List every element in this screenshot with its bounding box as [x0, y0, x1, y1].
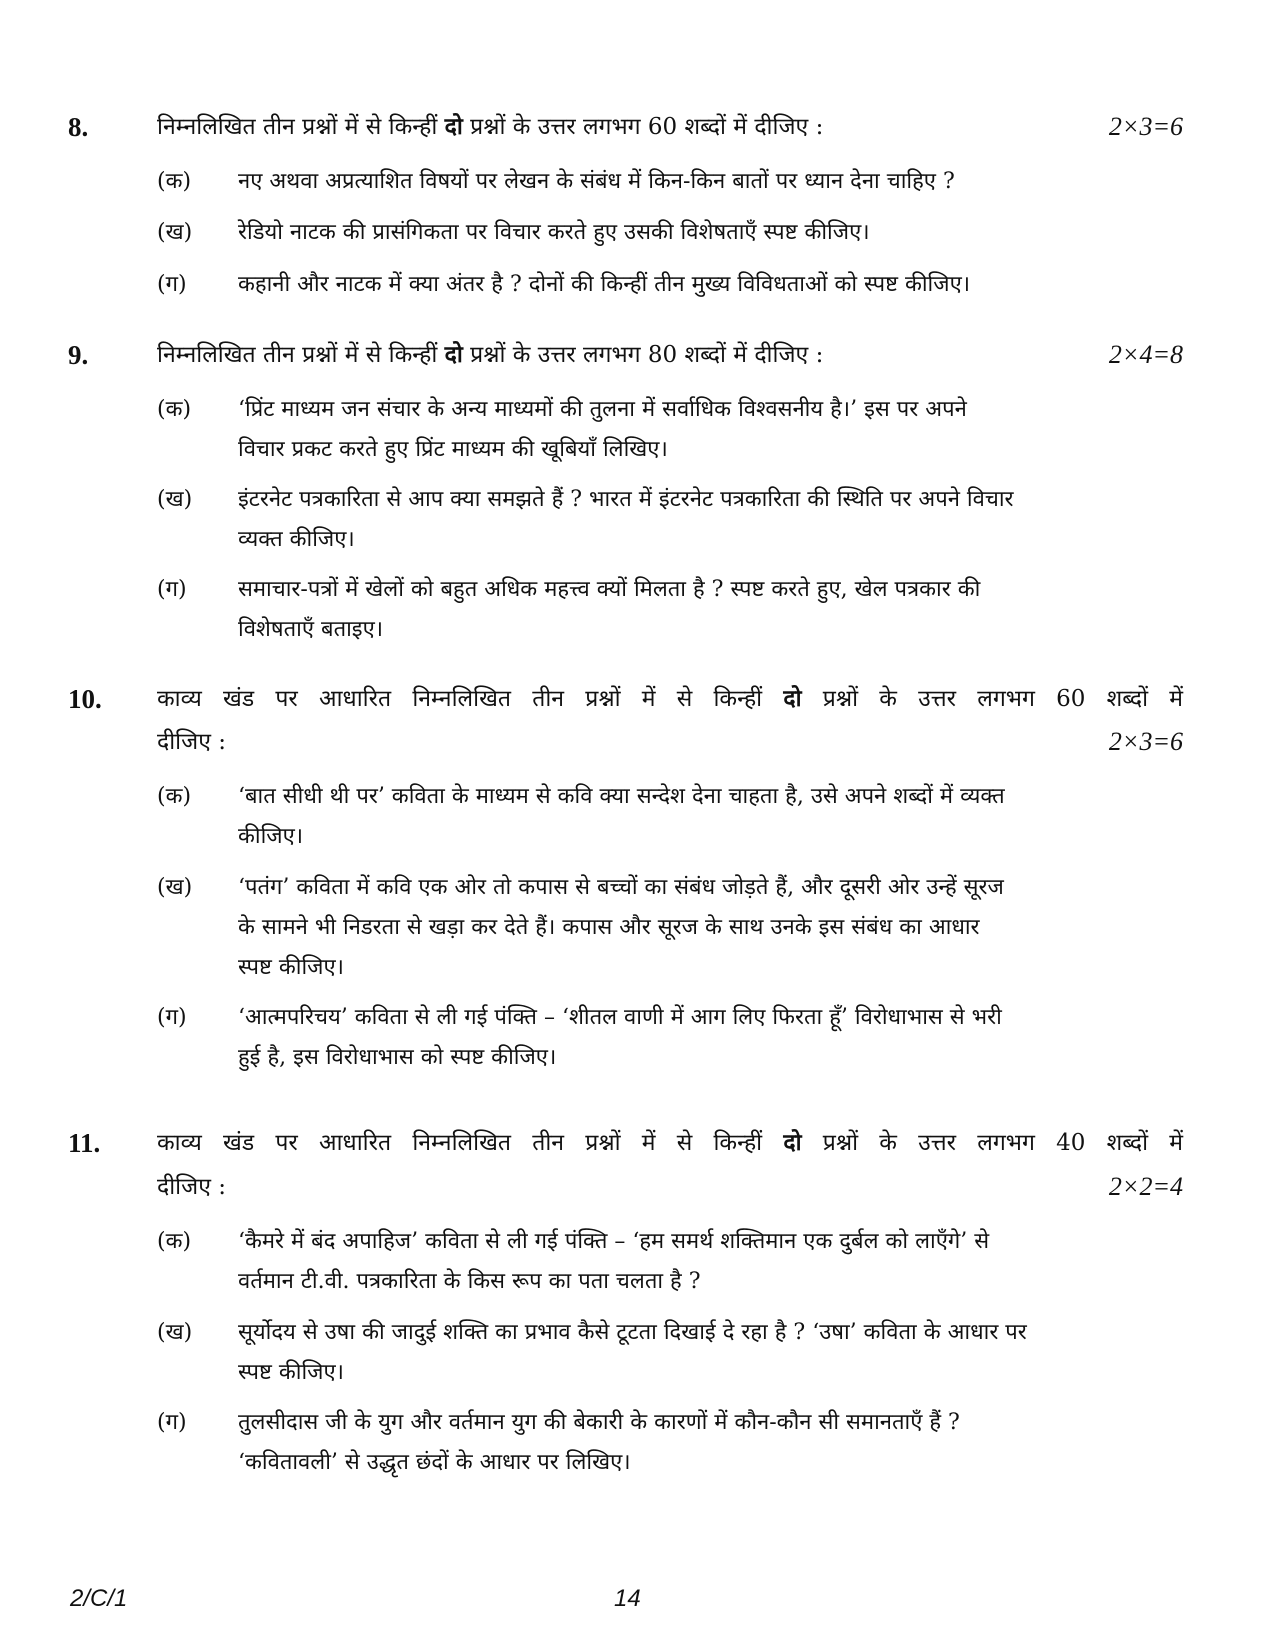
part-text: इंटरनेट पत्रकारिता से आप क्या समझते हैं ? भारत में इंटरनेट पत्रकारिता की स्थिति पर अपने विचार व्यक्त कीजिए। — [238, 487, 1014, 552]
part-text: ‘कैमरे में बंद अपाहिज’ कविता से ली गई पंक्ति – ‘हम समर्थ शक्तिमान एक दुर्बल को लाएँगे’ से वर्तमान टी.वी. पत्रकारिता के किस रूप का पता चलता है ? — [238, 1229, 990, 1294]
part-text: ‘पतंग’ कविता में कवि एक ओर तो कपास से बच्चों का संबंध जोड़ते हैं, और दूसरी ओर उन्हें सूरज के सामने भी निडरता से खड़ा कर देते हैं। कपास और सूरज के साथ उनके इस संबंध का आधार स्पष्ट कीजिए। — [238, 875, 1004, 980]
part-text: नए अथवा अप्रत्याशित विषयों पर लेखन के संबंध में किन-किन बातों पर ध्यान देना चाहिए ? — [238, 169, 955, 194]
question-marks: 2×2=4 — [1108, 1172, 1183, 1201]
question-number: 11. — [68, 1128, 101, 1158]
part-text: सूर्योदय से उषा की जादुई शक्ति का प्रभाव कैसे टूटता दिखाई दे रहा है ? ‘उषा’ कविता के आधार पर स्पष्ट कीजिए। — [238, 1320, 1027, 1385]
part-label: (ख) — [157, 1320, 193, 1345]
paper-code: 2/C/1 — [70, 1585, 128, 1612]
question-marks: 2×3=6 — [1108, 727, 1183, 756]
question-instruction: निम्नलिखित तीन प्रश्नों में से किन्हीं दो प्रश्नों के उत्तर लगभग 80 शब्दों में दीजिए : — [157, 341, 824, 368]
part-label: (ग) — [157, 1410, 187, 1435]
part-label: (ख) — [157, 875, 193, 900]
part-label: (ग) — [157, 272, 187, 297]
part-label: (क) — [157, 169, 192, 194]
part-label: (क) — [157, 397, 192, 422]
part-text: ‘आत्मपरिचय’ कविता से ली गई पंक्ति – ‘शीतल वाणी में आग लिए फिरता हूँ’ विरोधाभास से भरी हुई है, इस विरोधाभास को स्पष्ट कीजिए। — [238, 1005, 1002, 1070]
part-label: (क) — [157, 1229, 192, 1254]
question-instruction: निम्नलिखित तीन प्रश्नों में से किन्हीं दो प्रश्नों के उत्तर लगभग 60 शब्दों में दीजिए : — [157, 113, 824, 140]
part-label: (ख) — [157, 487, 193, 512]
part-label: (ख) — [157, 220, 193, 245]
part-label: (क) — [157, 784, 192, 809]
question-marks: 2×3=6 — [1108, 112, 1183, 141]
part-text: रेडियो नाटक की प्रासंगिकता पर विचार करते हुए उसकी विशेषताएँ स्पष्ट कीजिए। — [238, 220, 870, 245]
question-instruction-cont: दीजिए : — [157, 729, 226, 755]
question-instruction: काव्य खंड पर आधारित निम्नलिखित तीन प्रश्नों में से किन्हीं दो प्रश्नों के उत्तर लगभग 60 शब्दों में — [157, 685, 1184, 712]
part-label: (ग) — [157, 577, 187, 602]
question-number: 10. — [68, 684, 102, 714]
part-text: कहानी और नाटक में क्या अंतर है ? दोनों की किन्हीं तीन मुख्य विविधताओं को स्पष्ट कीजिए। — [238, 272, 971, 297]
question-number: 9. — [68, 340, 89, 370]
question-number: 8. — [68, 112, 89, 142]
part-text: ‘बात सीधी थी पर’ कविता के माध्यम से कवि क्या सन्देश देना चाहता है, उसे अपने शब्दों में व्यक्त कीजिए। — [238, 784, 1005, 849]
part-text: तुलसीदास जी के युग और वर्तमान युग की बेकारी के कारणों में कौन-कौन सी समानताएँ हैं ? ‘कवितावली’ से उद्धृत छंदों के आधार पर लिखिए। — [238, 1410, 960, 1475]
part-label: (ग) — [157, 1005, 187, 1030]
question-instruction-cont: दीजिए : — [157, 1174, 226, 1200]
part-text: समाचार-पत्रों में खेलों को बहुत अधिक महत्त्व क्यों मिलता है ? स्पष्ट करते हुए, खेल पत्रकार की विशेषताएँ बताइए। — [238, 577, 981, 642]
question-marks: 2×4=8 — [1108, 340, 1183, 369]
part-text: ‘प्रिंट माध्यम जन संचार के अन्य माध्यमों की तुलना में सर्वाधिक विश्वसनीय है।’ इस पर अपने विचार प्रकट करते हुए प्रिंट माध्यम की खूबियाँ लिखिए। — [238, 397, 967, 462]
page-number: 14 — [614, 1585, 641, 1612]
question-instruction: काव्य खंड पर आधारित निम्नलिखित तीन प्रश्नों में से किन्हीं दो प्रश्नों के उत्तर लगभग 40 शब्दों में — [157, 1129, 1184, 1156]
